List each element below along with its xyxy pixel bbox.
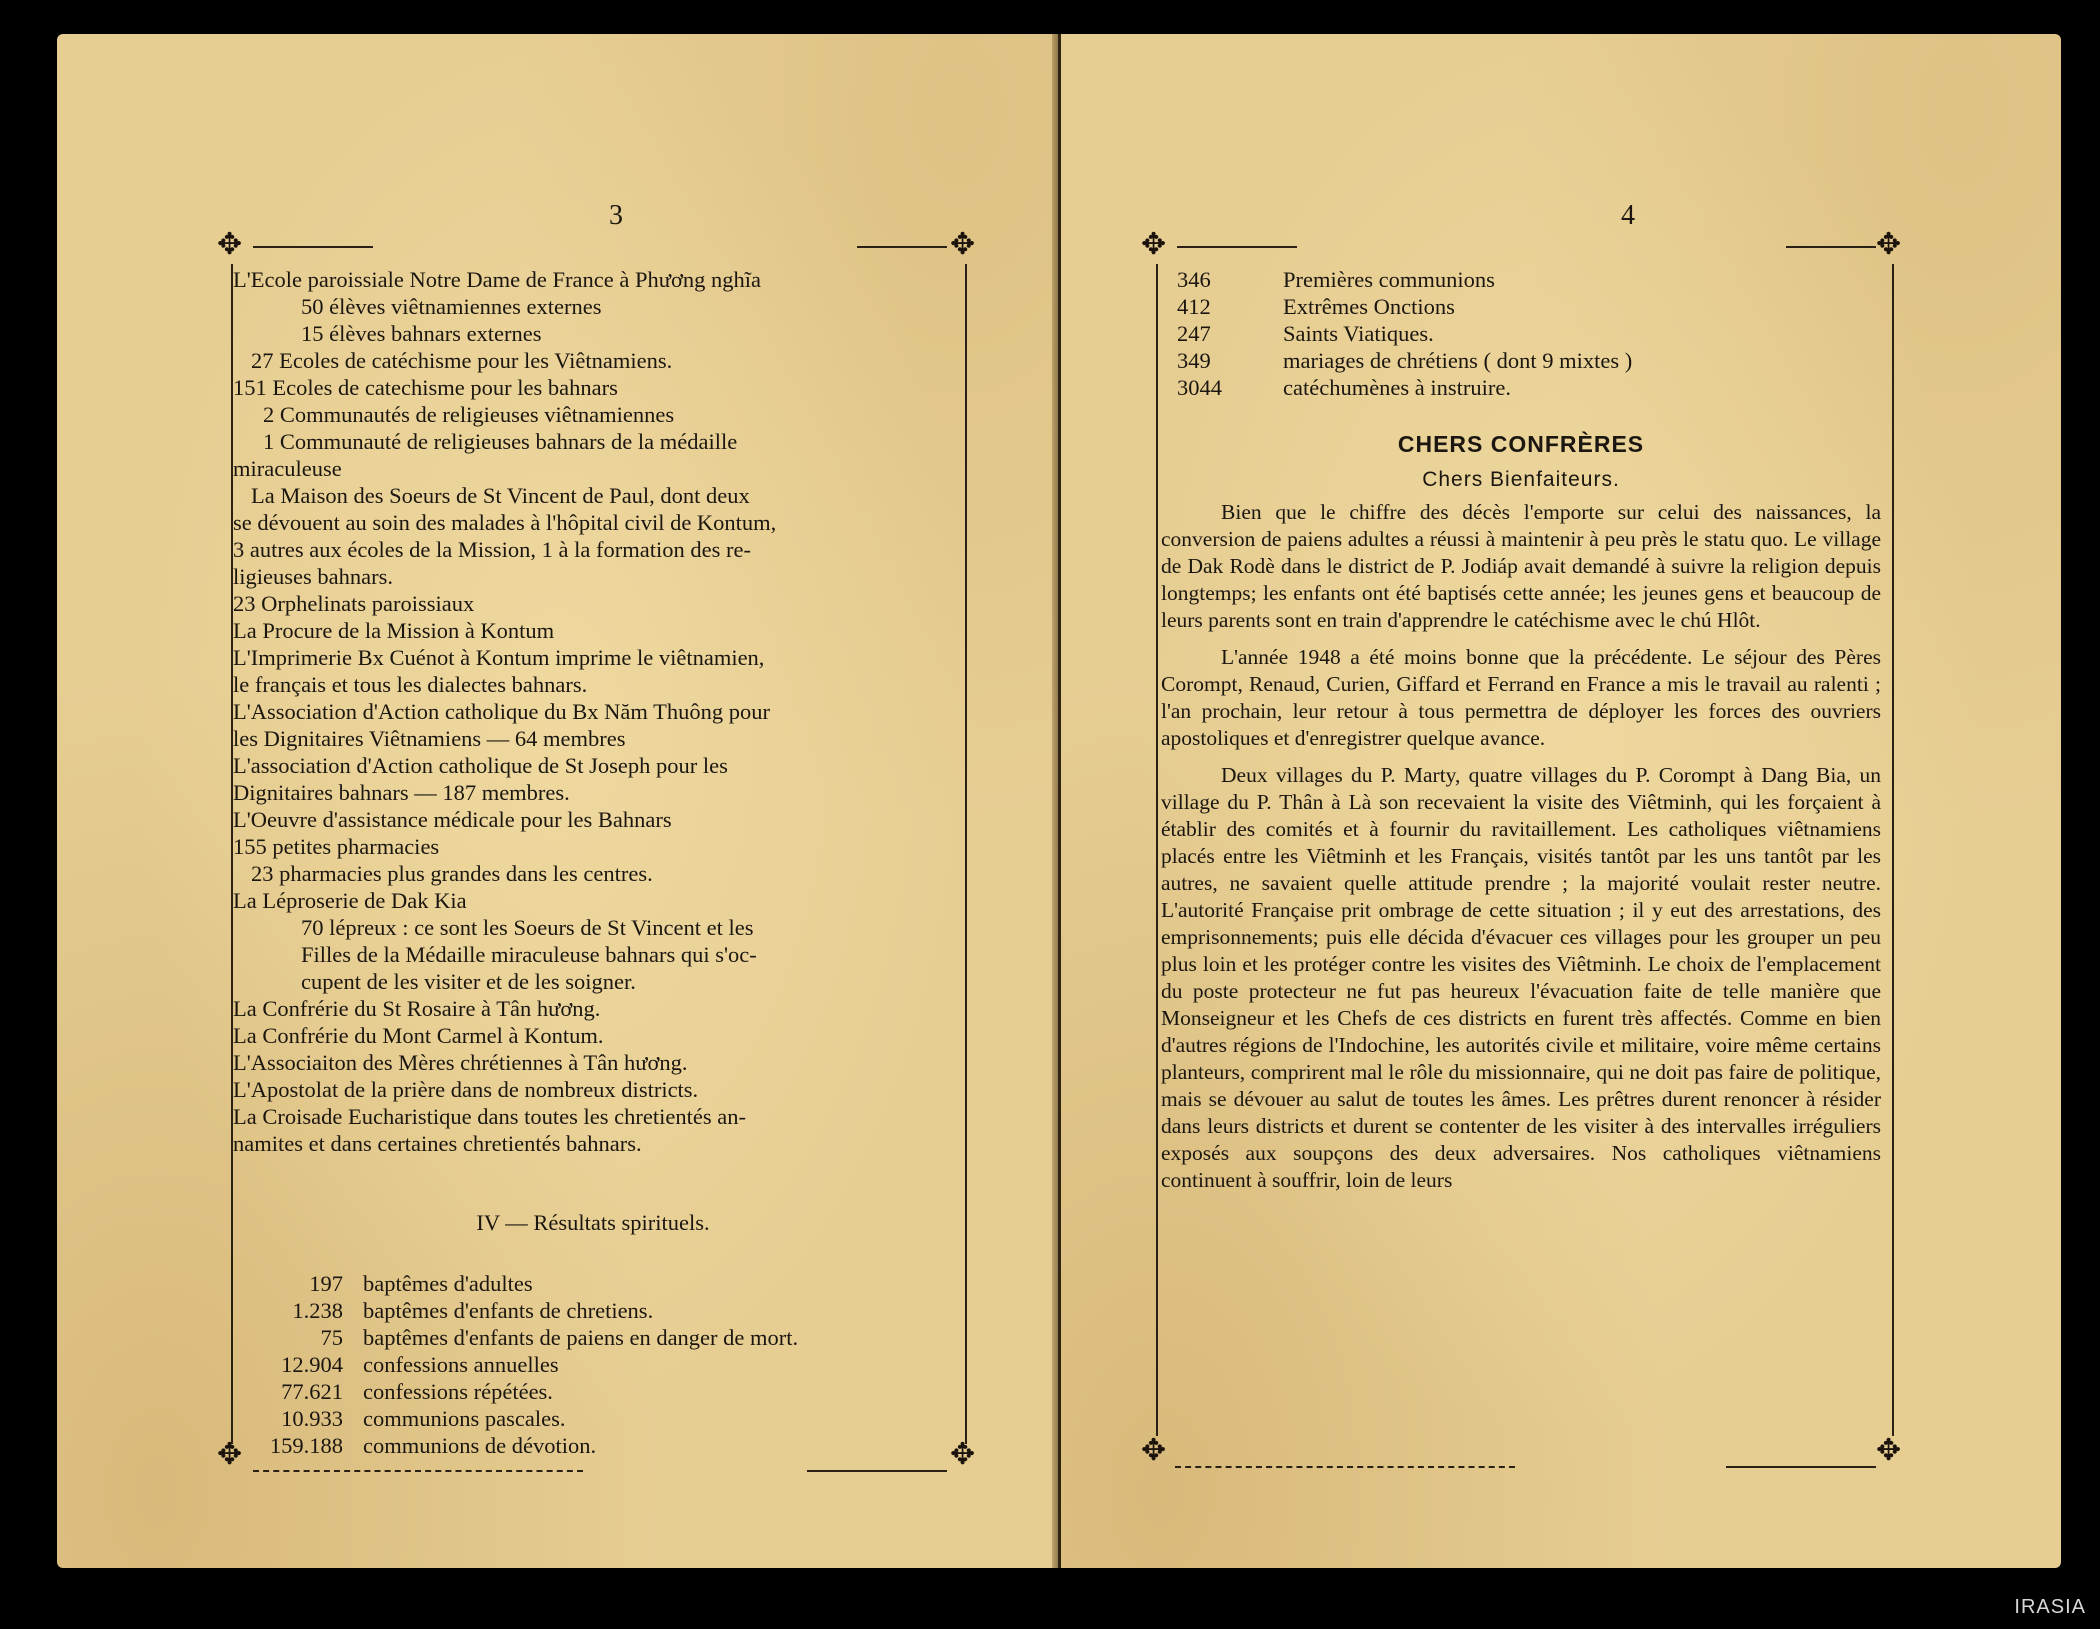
text-line: namites et dans certaines chretientés bahnars. [233, 1131, 642, 1156]
left-page-body [233, 266, 953, 1459]
text-line: 70 lépreux : ce sont les Soeurs de St Vincent et les [301, 915, 754, 940]
frame-top-rule [253, 246, 373, 248]
fleuron-corner-ornament-icon: ✥ [1876, 1434, 1902, 1467]
archive-watermark: IRASIA [2014, 1596, 2086, 1618]
fleuron-corner-ornament-icon: ✥ [217, 1438, 243, 1471]
text-line: ligieuses bahnars. [233, 564, 393, 589]
text-line: 3 autres aux écoles de la Mission, 1 à la formation des re- [233, 537, 751, 562]
letter-subheading: Chers Bienfaiteurs. [1422, 468, 1620, 491]
page-number: 3 [609, 200, 623, 231]
frame-top-rule [857, 246, 947, 248]
right-page [1061, 34, 2061, 1568]
frame-bottom-rule [253, 1470, 583, 1472]
text-line: Dignitaires bahnars — 187 membres. [233, 780, 570, 805]
stat-label: confessions annuelles [363, 1352, 559, 1377]
stat-number: 77.621 [281, 1379, 343, 1404]
stat-number: 12.904 [281, 1352, 343, 1377]
page-number: 4 [1621, 200, 1635, 231]
stat-number: 3044 [1177, 375, 1222, 400]
stat-label: baptêmes d'adultes [363, 1271, 533, 1296]
institution-list [233, 266, 953, 1157]
stat-number: 247 [1177, 321, 1211, 346]
text-line: L'Ecole paroissiale Notre Dame de France à Phương nghĩa [233, 267, 761, 292]
stat-label: Premières communions [1283, 267, 1495, 292]
frame-right-rule [1892, 264, 1894, 1436]
text-line: 155 petites pharmacies [233, 834, 440, 859]
text-line: La Procure de la Mission à Kontum [233, 618, 555, 643]
text-line: La Croisade Eucharistique dans toutes les chretientés an- [233, 1104, 746, 1129]
text-line: se dévouent au soin des malades à l'hôpital civil de Kontum, [233, 510, 777, 535]
fleuron-corner-ornament-icon: ✥ [217, 228, 243, 261]
text-line: 23 pharmacies plus grandes dans les centres. [251, 861, 653, 886]
fleuron-corner-ornament-icon: ✥ [1141, 228, 1167, 261]
stat-label: baptêmes d'enfants de paiens en danger de mort. [363, 1325, 799, 1350]
text-line: 50 élèves viêtnamiennes externes [301, 294, 602, 319]
section-title: IV — Résultats spirituels. [476, 1210, 710, 1235]
spiritual-results-table [233, 1270, 953, 1459]
text-line: 151 Ecoles de catechisme pour les bahnars [233, 375, 618, 400]
text-line: L'Imprimerie Bx Cuénot à Kontum imprime le viêtnamien, [233, 645, 765, 670]
stat-row [233, 1432, 953, 1459]
stat-label: communions pascales. [363, 1406, 566, 1431]
text-line: La Confrérie du St Rosaire à Tân hương. [233, 996, 601, 1021]
sacraments-table [1161, 266, 1881, 401]
text-line: le français et tous les dialectes bahnars. [233, 672, 588, 697]
text-line: L'Apostolat de la prière dans de nombreux districts. [233, 1077, 699, 1102]
stat-row [1161, 374, 1881, 401]
stat-row [233, 1297, 953, 1324]
stat-label: communions de dévotion. [363, 1433, 597, 1458]
stat-row [233, 1378, 953, 1405]
right-page-body [1161, 266, 1881, 1194]
text-line: cupent de les visiter et de les soigner. [301, 969, 636, 994]
frame-bottom-rule [1726, 1466, 1876, 1468]
frame-bottom-rule [1175, 1466, 1515, 1468]
left-page [57, 34, 1058, 1568]
fleuron-corner-ornament-icon: ✥ [1141, 1434, 1167, 1467]
frame-bottom-rule [807, 1470, 947, 1472]
stat-label: Saints Viatiques. [1283, 321, 1434, 346]
stat-number: 349 [1177, 348, 1211, 373]
text-line: L'Association d'Action catholique du Bx Năm Thuông pour [233, 699, 770, 724]
text-line: La Léproserie de Dak Kia [233, 888, 467, 913]
stat-row [1161, 320, 1881, 347]
stat-number: 412 [1177, 294, 1211, 319]
stat-row [233, 1405, 953, 1432]
text-line: 2 Communautés de religieuses viêtnamiennes [263, 402, 675, 427]
letter-heading: CHERS CONFRÈRES [1397, 431, 1645, 457]
stat-row [1161, 293, 1881, 320]
stat-row [233, 1324, 953, 1351]
text-line: 15 élèves bahnars externes [301, 321, 542, 346]
stat-row [1161, 347, 1881, 374]
text-line: les Dignitaires Viêtnamiens — 64 membres [233, 726, 626, 751]
stat-label: mariages de chrétiens ( dont 9 mixtes ) [1283, 348, 1633, 373]
paragraph: L'année 1948 a été moins bonne que la précédente. Le séjour des Pères Corompt, Renaud, Curien, Giffard et Ferrand en France a mis le travail au ralenti ; l'an prochain, leur retour à tous permettra de déployer les forces des ouvriers apostoliques et d'enregistrer quelque avance. [1161, 645, 1881, 750]
frame-left-rule [1156, 264, 1158, 1436]
stat-number: 159.188 [269, 1433, 343, 1458]
stat-number: 346 [1177, 267, 1211, 292]
paragraph: Deux villages du P. Marty, quatre villages du P. Corompt à Dang Bia, un village du P. Thân à Là son recevaient la visite des Viêtminh, qui les forçaient à établir des comités et à fournir du ravitaillement. Les catholiques viêtnamiens placés entre les Viêtminh et les Français, visités tantôt par les uns tantôt par les autres, ne savaient quelle attitude prendre ; la majorité voulait rester neutre. L'autorité Française prit ombrage de cette situation ; il y eut des arrestations, des emprisonnements; puis elle décida d'évacuer ces villages pour les grouper un peu plus loin et les protéger contre les visites des Viêtminh. Le choix de l'emplacement du poste protecteur ne fut pas heureux l'évacuation faite de telle manière que Monseigneur et les Chefs de ces districts en furent très affectés. Comme en bien d'autres régions de l'Indochine, les autorités civile et militaire, voire même certains planteurs, comprirent mal le rôle du missionnaire, qui ne doit pas faire de politique, mais se dévouer au salut de toutes les âmes. Les prêtres durent renoncer à résider dans leurs districts et durent se contenter de les visiter à des intervalles irréguliers exposés aux soupçons des deux adversaires. Nos catholiques viêtnamiens continuent à souffrir, loin de leurs [1161, 763, 1881, 1192]
stat-number: 75 [320, 1325, 343, 1350]
stat-label: baptêmes d'enfants de chretiens. [363, 1298, 654, 1323]
frame-right-rule [965, 264, 967, 1444]
text-line: 27 Ecoles de catéchisme pour les Viêtnamiens. [251, 348, 673, 373]
text-line: L'Oeuvre d'assistance médicale pour les Bahnars [233, 807, 672, 832]
stat-number: 10.933 [281, 1406, 343, 1431]
text-line: miraculeuse [233, 456, 342, 481]
frame-top-rule [1177, 246, 1297, 248]
stat-label: catéchumènes à instruire. [1283, 375, 1512, 400]
stat-label: Extrêmes Onctions [1283, 294, 1455, 319]
paragraph: Bien que le chiffre des décès l'emporte sur celui des naissances, la conversion de paiens adultes a réussi à maintenir à peu près le statu quo. Le village de Dak Rodè dans le district de P. Jodiáp avait demandé à suivre la religion depuis longtemps; les enfants ont été baptisés cette année; les jeunes gens et beaucoup de leurs parents sont en train d'apprendre le catéchisme avec le chú Hlôt. [1161, 500, 1881, 632]
stat-row [1161, 266, 1881, 293]
text-line: L'Associaiton des Mères chrétiennes à Tân hương. [233, 1050, 688, 1075]
text-line: La Maison des Soeurs de St Vincent de Paul, dont deux [251, 483, 750, 508]
stat-row [233, 1351, 953, 1378]
fleuron-corner-ornament-icon: ✥ [1876, 228, 1902, 261]
text-line: 1 Communauté de religieuses bahnars de la médaille [263, 429, 738, 454]
fleuron-corner-ornament-icon: ✥ [950, 228, 976, 261]
stat-number: 197 [309, 1271, 343, 1296]
stat-row [233, 1270, 953, 1297]
text-line: La Confrérie du Mont Carmel à Kontum. [233, 1023, 604, 1048]
stat-number: 1.238 [292, 1298, 343, 1323]
text-line: 23 Orphelinats paroissiaux [233, 591, 475, 616]
text-line: Filles de la Médaille miraculeuse bahnars qui s'oc- [301, 942, 757, 967]
letter-body [1161, 499, 1881, 1194]
fleuron-corner-ornament-icon: ✥ [950, 1438, 976, 1471]
frame-top-rule [1786, 246, 1876, 248]
stat-label: confessions répétées. [363, 1379, 553, 1404]
text-line: L'association d'Action catholique de St Joseph pour les [233, 753, 728, 778]
